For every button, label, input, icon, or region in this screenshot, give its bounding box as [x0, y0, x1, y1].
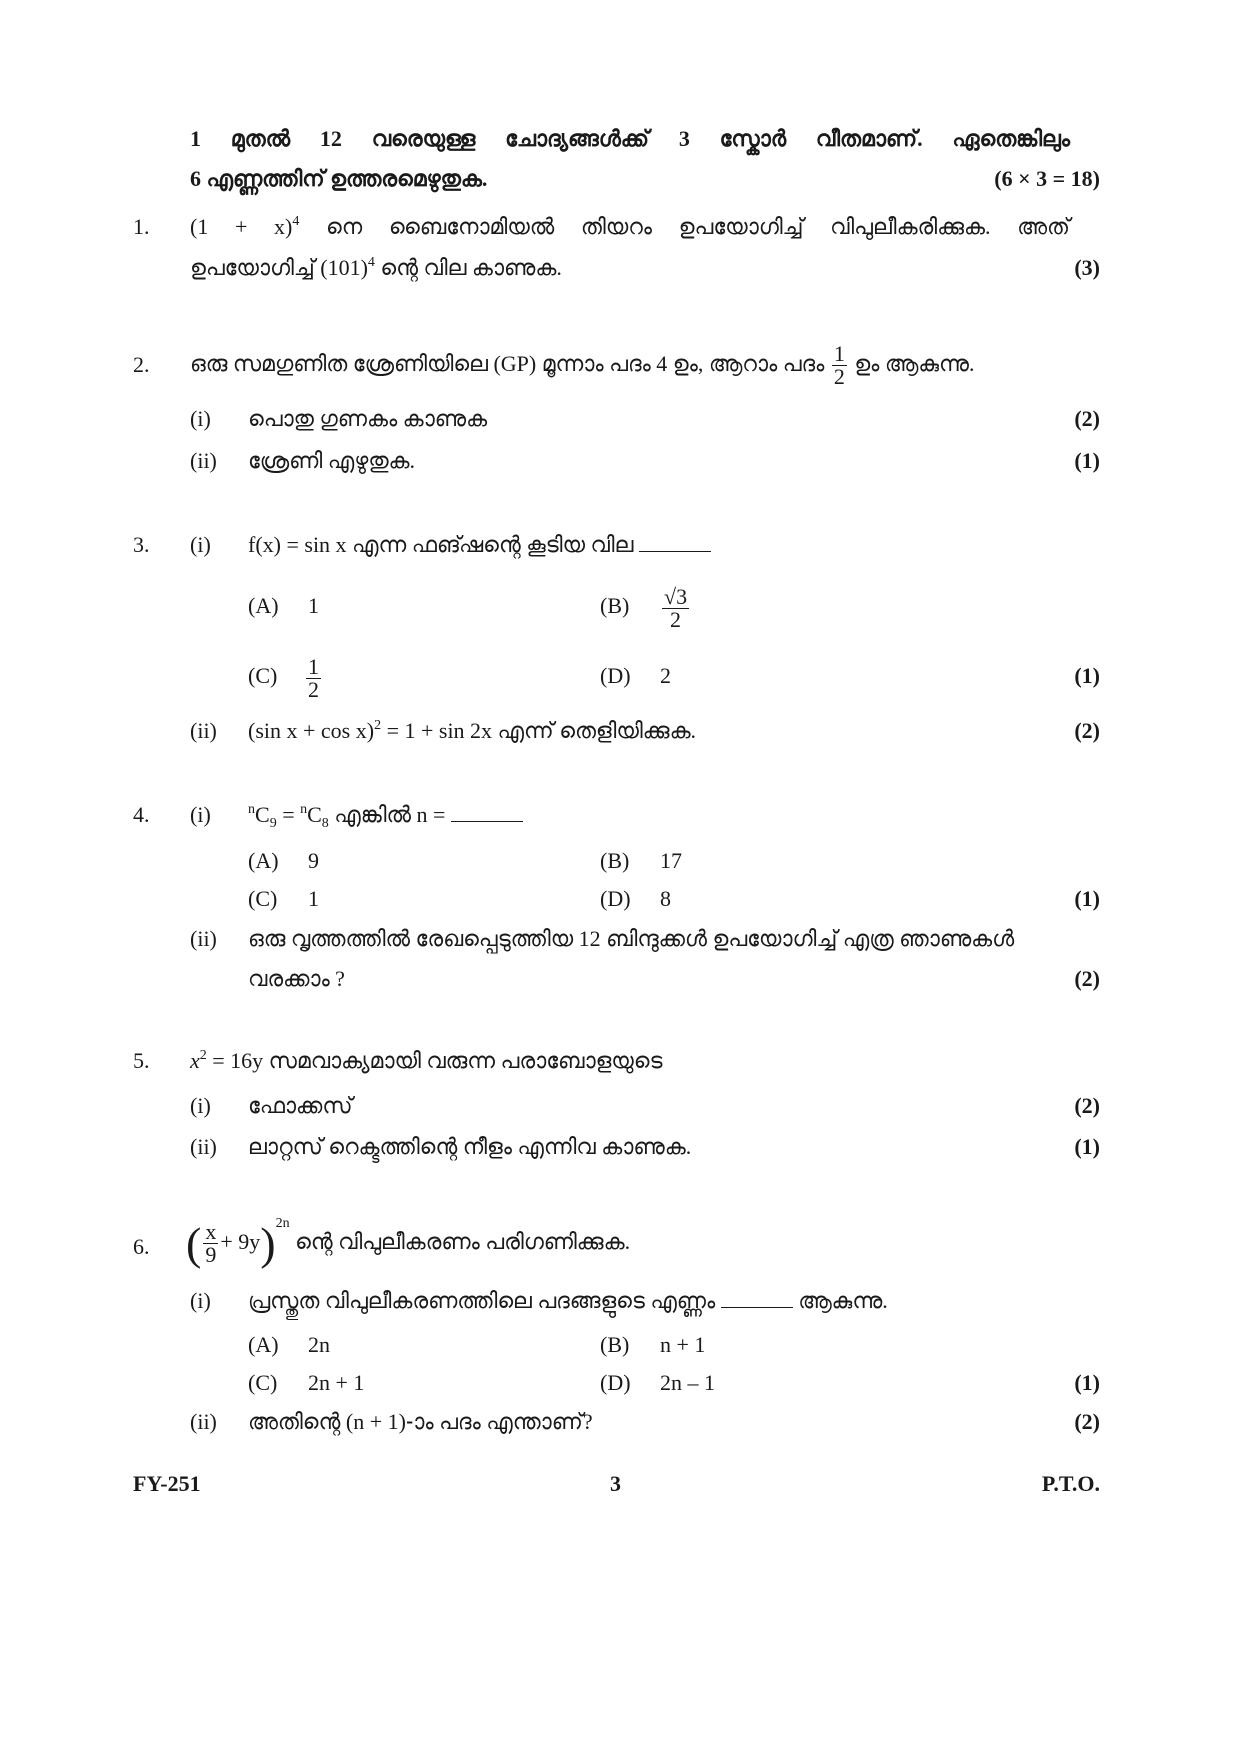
q3-ii-tail: = 1 + sin 2x എന്ന് തെളിയിക്കുക. [381, 718, 697, 743]
q4-c1: C [255, 802, 270, 827]
q1-expr: (1 + x) [190, 214, 293, 239]
q6-part-ii-marks: (2) [1074, 1409, 1100, 1434]
q4-sub1: 9 [269, 816, 277, 831]
q3-option-c-den: 2 [308, 677, 319, 703]
q6-part-ii-label: (ii) [190, 1409, 217, 1434]
q4-option-d-value: 8 [660, 886, 671, 911]
q1-text-2a: ഉപയോഗിച്ച് (101) [190, 255, 368, 280]
left-paren: ( [186, 1217, 202, 1269]
q6-option-a-value: 2n [308, 1332, 330, 1357]
q6-part-i-text-b: ആകുന്നു. [798, 1288, 888, 1313]
q4-pre2: n [300, 802, 308, 817]
question-1-marks: (3) [1074, 255, 1100, 280]
q3-ii-expr: (sin x + cos x) [248, 718, 375, 743]
question-5-stem [190, 1046, 662, 1076]
q3-option-a-label: (A) [248, 593, 279, 618]
right-paren: ) [260, 1217, 276, 1269]
q6-part-i-text [248, 1286, 888, 1316]
q3-part-ii-marks: (2) [1074, 718, 1100, 743]
instructions-line-1: 1 മുതൽ 12 വരെയുള്ള ചോദ്യങ്ങൾക്ക് 3 സ്കോർ വീതമാണ്. ഏതെങ്കിലും [190, 126, 1070, 151]
q5-sup: 2 [199, 1048, 207, 1063]
q3-option-b-value [660, 578, 691, 636]
q2-part-ii-label: (ii) [190, 448, 217, 473]
q6-part-ii-text: അതിന്റെ (n + 1)-ാം പദം എന്താണ്? [248, 1409, 593, 1434]
q4-part-ii-line-1: ഒരു വൃത്തത്തിൽ രേഖപ്പെടുത്തിയ 12 ബിന്ദുക്കൾ ഉപയോഗിച്ച് എത്ര ഞാണുകൾ [248, 926, 1015, 951]
question-4-number: 4. [133, 802, 150, 827]
question-3-number: 3. [133, 532, 150, 557]
q6-part-i-label: (i) [190, 1288, 211, 1313]
q3-part-i-text [248, 530, 711, 560]
q6-frac-num: x [205, 1219, 217, 1245]
question-1-number: 1. [133, 214, 150, 239]
q5-text: = 16y സമവാക്യമായി വരുന്ന പരാബോളയുടെ [206, 1048, 663, 1073]
q3-part-ii-text [248, 716, 696, 746]
q3-option-b-num: √3 [664, 584, 688, 610]
q4-option-d-label: (D) [600, 886, 631, 911]
q6-text: ന്റെ വിപുലീകരണം പരിഗണിക്കുക. [295, 1229, 631, 1254]
q4-part-i-text [248, 800, 523, 830]
q3-option-c-value [304, 648, 323, 706]
q4-c2: C [307, 802, 322, 827]
q6-expr-mid: + 9y [220, 1229, 261, 1254]
instructions-marks: (6 × 3 = 18) [994, 166, 1100, 191]
q3-option-c-fraction [306, 656, 321, 701]
q6-frac-den: 9 [205, 1242, 217, 1268]
q4-eq: = [276, 802, 301, 827]
answer-blank [451, 801, 523, 822]
q4-part-i-marks: (1) [1074, 886, 1100, 911]
q6-option-a-label: (A) [248, 1332, 279, 1357]
q3-part-i-label: (i) [190, 532, 211, 557]
q3-part-i-stem: f(x) = sin x എന്ന ഫങ്ഷന്റെ കൂടിയ വില [248, 532, 634, 557]
q5-part-i-marks: (2) [1074, 1093, 1100, 1118]
q1-text: നെ ബൈനോമിയൽ തിയറം ഉപയോഗിച്ച് വിപുലീകരിക്കുക. അത് [299, 214, 1071, 239]
q3-option-b-label: (B) [600, 593, 630, 618]
q6-option-d-label: (D) [600, 1370, 631, 1395]
q4-part-i-label: (i) [190, 802, 211, 827]
answer-blank [721, 1287, 793, 1308]
q6-option-c-label: (C) [248, 1370, 278, 1395]
q4-tail: എങ്കിൽ n = [328, 802, 446, 827]
q3-part-i-marks: (1) [1074, 663, 1100, 688]
q6-option-d-value: 2n – 1 [660, 1370, 715, 1395]
q2-part-ii-marks: (1) [1074, 448, 1100, 473]
q3-option-b-fraction [662, 586, 689, 631]
q3-option-c-num: 1 [308, 654, 319, 680]
q3-option-b-den: 2 [670, 607, 682, 633]
q2-frac-den: 2 [833, 364, 845, 390]
q4-option-b-value: 17 [660, 848, 682, 873]
footer-pto: P.T.O. [1041, 1471, 1100, 1496]
answer-blank [639, 531, 711, 552]
q3-option-a-value: 1 [308, 593, 319, 618]
q5-var: x [190, 1048, 200, 1073]
q5-part-ii-label: (ii) [190, 1134, 217, 1159]
q6-expr-sup: 2n [275, 1216, 290, 1231]
question-2-number: 2. [133, 352, 150, 377]
question-2-stem [190, 340, 975, 388]
q4-sub2: 8 [321, 816, 329, 831]
q1-text-2-sup: 4 [367, 255, 375, 270]
question-1-line-2 [190, 253, 562, 283]
q2-part-i-label: (i) [190, 406, 211, 431]
q3-ii-sup: 2 [374, 718, 382, 733]
q5-part-i-text: ഫോക്കസ് [248, 1093, 353, 1118]
q3-option-d-value: 2 [660, 663, 671, 688]
q4-option-c-label: (C) [248, 886, 278, 911]
question-6-stem [186, 1210, 630, 1274]
q4-pre1: n [248, 802, 255, 817]
q3-option-d-label: (D) [600, 663, 631, 688]
q2-part-i-text: പൊതു ഗുണകം കാണുക [248, 406, 488, 431]
q4-option-a-value: 9 [308, 848, 319, 873]
q4-option-b-label: (B) [600, 848, 630, 873]
q4-part-ii-line-2: വരക്കാം ? [248, 966, 345, 991]
q2-part-ii-text: ശ്രേണി എഴുതുക. [248, 448, 416, 473]
q2-text-b: ഉം ആകുന്നു. [854, 351, 975, 376]
q4-part-ii-marks: (2) [1074, 966, 1100, 991]
q6-option-b-label: (B) [600, 1332, 630, 1357]
q5-part-ii-marks: (1) [1074, 1134, 1100, 1159]
q1-text-2b: ന്റെ വില കാണുക. [374, 255, 562, 280]
q5-part-i-label: (i) [190, 1093, 211, 1118]
question-6-number: 6. [133, 1234, 150, 1259]
q5-part-ii-text: ലാറ്റസ് റെക്ടത്തിന്റെ നീളം എന്നിവ കാണുക. [248, 1134, 692, 1159]
q2-text-a: ഒരു സമഗുണിത ശ്രേണിയിലെ (GP) മൂന്നാം പദം 4 ഉം, ആറാം പദം [190, 351, 825, 376]
q1-expr-sup: 4 [292, 214, 300, 229]
question-1-line-1 [190, 212, 1070, 242]
q4-part-ii-label: (ii) [190, 926, 217, 951]
q3-part-ii-label: (ii) [190, 718, 217, 743]
footer-page-number: 3 [610, 1471, 621, 1496]
q2-part-i-marks: (2) [1074, 406, 1100, 431]
q6-option-b-value: n + 1 [660, 1332, 706, 1357]
q6-part-i-text-a: പ്രസ്തുത വിപുലീകരണത്തിലെ പദങ്ങളുടെ എണ്ണം [248, 1288, 716, 1313]
q2-fraction [832, 343, 847, 388]
q4-option-c-value: 1 [308, 886, 319, 911]
q6-fraction [203, 1221, 218, 1266]
q6-part-i-marks: (1) [1074, 1370, 1100, 1395]
q2-frac-num: 1 [833, 341, 845, 367]
instructions-line-2: 6 എണ്ണത്തിന് ഉത്തരമെഴുതുക. [190, 166, 488, 191]
q4-option-a-label: (A) [248, 848, 279, 873]
footer-paper-code: FY-251 [133, 1471, 201, 1496]
q3-option-c-label: (C) [248, 663, 278, 688]
question-5-number: 5. [133, 1048, 150, 1073]
q6-option-c-value: 2n + 1 [308, 1370, 365, 1395]
